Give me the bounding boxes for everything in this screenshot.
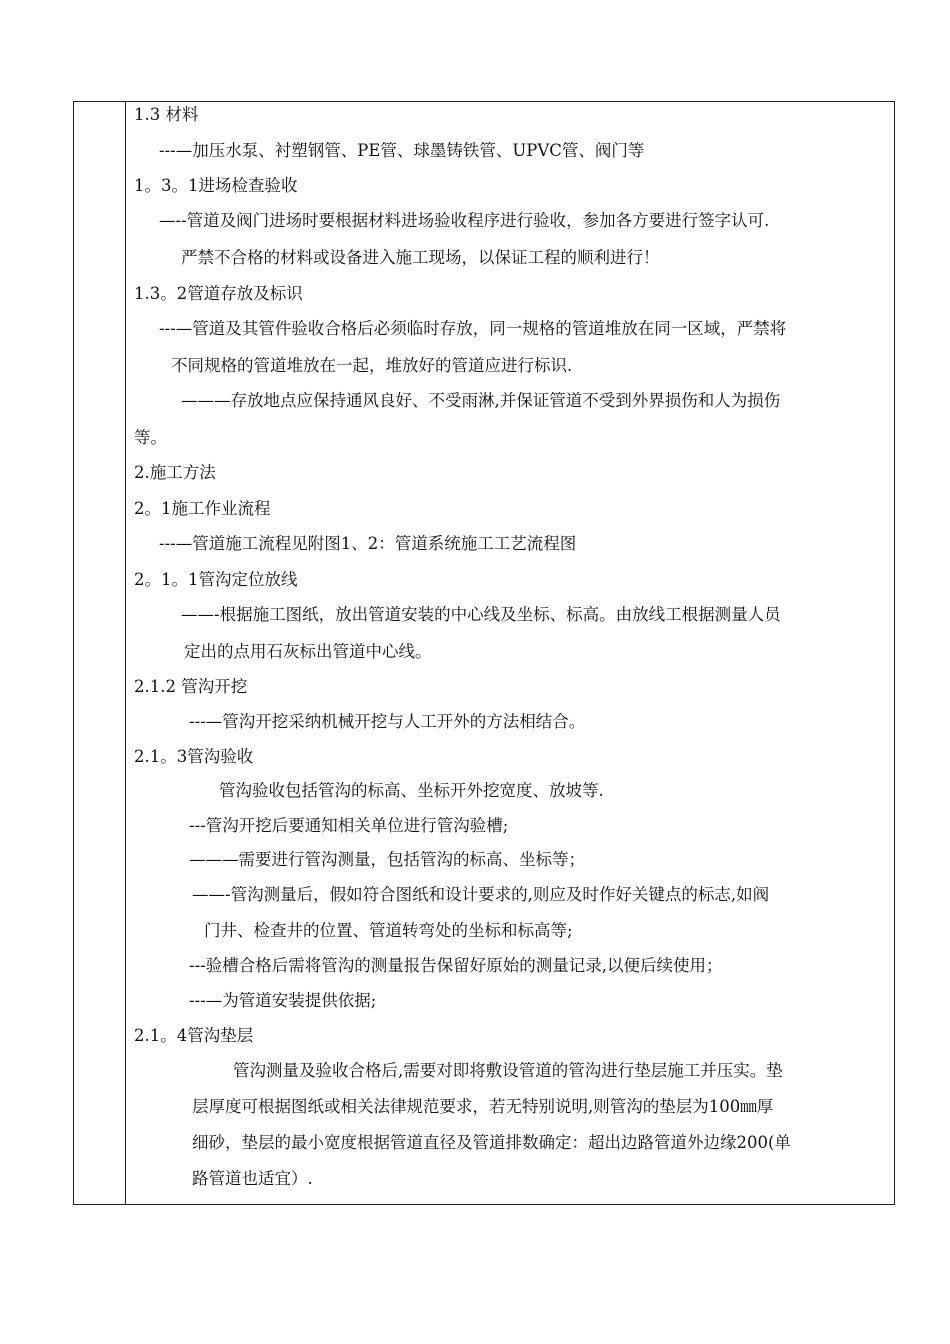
column-divider	[125, 102, 126, 1204]
section-heading: 1。3。1进场检查验收	[134, 176, 298, 195]
section-heading: 1.3 材料	[134, 105, 199, 124]
body-line: 管沟验收包括管沟的标高、坐标开外挖宽度、放坡等.	[219, 781, 604, 800]
body-line: 门井、检查井的位置、管道转弯处的坐标和标高等;	[204, 921, 573, 940]
body-line: 管沟测量及验收合格后,需要对即将敷设管道的管沟进行垫层施工并压实。垫	[233, 1061, 783, 1080]
body-line: ———需要进行管沟测量，包括管沟的标高、坐标等；	[189, 850, 585, 869]
body-line: ---—管道及其管件验收合格后必须临时存放，同一规格的管道堆放在同一区域，严禁将	[159, 319, 787, 338]
body-line: 严禁不合格的材料或设备进入施工现场，以保证工程的顺利进行！	[181, 248, 660, 267]
body-line: ---—管道施工流程见附图1、2：管道系统施工工艺流程图	[159, 534, 577, 553]
section-heading: 2。1。1管沟定位放线	[134, 570, 298, 589]
section-heading: 1.3。2管道存放及标识	[134, 284, 303, 303]
body-line: ———存放地点应保持通风良好、不受雨淋,并保证管道不受到外界损伤和人为损伤	[181, 391, 781, 410]
body-line: ——-管沟测量后，假如符合图纸和设计要求的,则应及时作好关键点的标志,如阀	[192, 885, 770, 904]
body-line: ---—加压水泵、衬塑钢管、PE管、球墨铸铁管、UPVC管、阀门等	[159, 141, 645, 160]
section-heading: 2.施工方法	[134, 463, 216, 482]
body-line: ---管沟开挖后要通知相关单位进行管沟验槽;	[189, 816, 509, 835]
section-heading: 2.1。4管沟垫层	[134, 1026, 254, 1045]
section-heading: 2。1施工作业流程	[134, 499, 271, 518]
body-line: 定出的点用石灰标出管道中心线。	[184, 642, 432, 661]
section-heading: 2.1.2 管沟开挖	[134, 677, 248, 696]
body-line: 路管道也适宜）.	[192, 1169, 313, 1188]
body-line: ---—为管道安装提供依据;	[189, 991, 377, 1010]
section-heading: 2.1。3管沟验收	[134, 747, 254, 766]
body-line: ——-根据施工图纸，放出管道安装的中心线及坐标、标高。由放线工根据测量人员	[181, 605, 781, 624]
body-line: 细砂，垫层的最小宽度根据管道直径及管道排数确定：超出边路管道外边缘200(单	[192, 1133, 791, 1152]
body-line: ---—管沟开挖采纳机械开挖与人工开外的方法相结合。	[189, 712, 586, 731]
body-line: 不同规格的管道堆放在一起，堆放好的管道应进行标识.	[171, 356, 573, 375]
body-line: ---验槽合格后需将管沟的测量报告保留好原始的测量记录,以便后续使用；	[189, 956, 723, 975]
body-line: 等。	[134, 428, 167, 447]
body-line: —--管道及阀门进场时要根据材料进场验收程序进行验收，参加各方要进行签字认可.	[159, 211, 770, 230]
body-line: 层厚度可根据图纸或相关法律规范要求，若无特别说明,则管沟的垫层为100㎜厚	[192, 1097, 774, 1116]
